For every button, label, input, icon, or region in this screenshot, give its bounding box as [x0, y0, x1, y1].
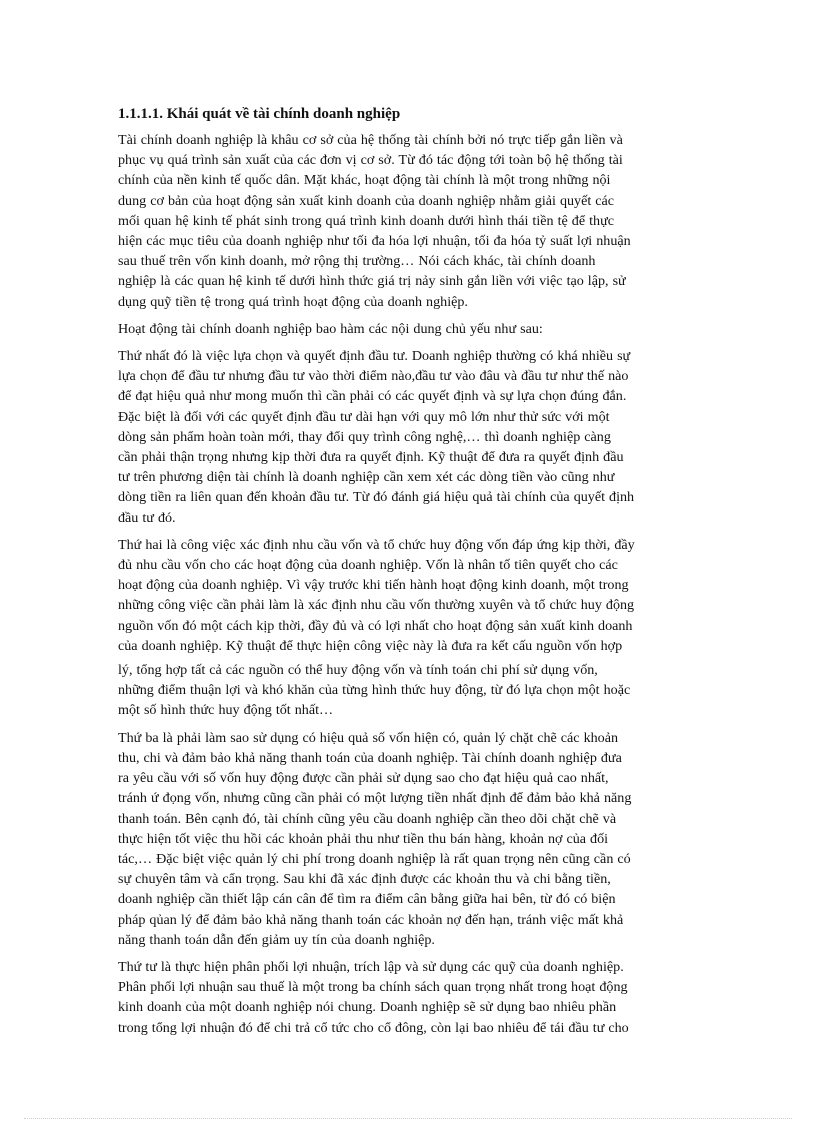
text-line: nghiệp là các quan hệ kinh tế dưới hình thức giá trị nảy sinh gắn liền với việc tạo lập, sử	[118, 273, 626, 290]
text-line: mối quan hệ kinh tế phát sinh trong quá trình kinh doanh dưới hình thái tiền tệ để thực	[118, 212, 614, 229]
text-line: trong tổng lợi nhuận đó để chi trả cổ tức cho cổ đông, còn lại bao nhiêu để tái đầu tư cho	[118, 1019, 629, 1036]
text-line: dung cơ bản của hoạt động sản xuất kinh doanh của doanh nghiệp nhằm giải quyết các	[118, 192, 615, 209]
text-line: nguồn vốn đó một cách kịp thời, đầy đủ và có lợi nhất cho hoạt động sản xuất kinh doanh	[118, 617, 633, 634]
text-line: sau thuế trên vốn kinh doanh, mở rộng thị trường… Nói cách khác, tài chính doanh	[118, 253, 596, 270]
text-line: ra yêu cầu với số vốn huy động được cần phải sử dụng sao cho đạt hiệu quả cao nhất,	[118, 770, 609, 787]
text-line: dòng tiền ra liên quan đến khoản đầu tư. Từ đó đánh giá hiệu quả tài chính của quyết định	[118, 489, 635, 506]
paragraph-overview	[118, 130, 696, 312]
paragraph-fourth-point	[118, 957, 696, 1038]
text-line: năng thanh toán dẫn đến giảm uy tín của doanh nghiệp.	[118, 931, 435, 948]
text-line: lý, tổng hợp tất cả các nguồn có thể huy động vốn và tính toán chi phí sử dụng vốn,	[118, 662, 598, 679]
text-line: để đạt hiệu quả như mong muốn thì cần phải có các quyết định và sự lựa chọn đúng đắn.	[118, 388, 627, 405]
page-bottom-divider	[24, 1118, 792, 1119]
text-line: chính của nền kinh tế quốc dân. Mặt khác, hoạt động tài chính là một trong những nội	[118, 172, 611, 189]
paragraph-third-point	[118, 728, 696, 950]
text-line: Tài chính doanh nghiệp là khâu cơ sở của hệ thống tài chính bởi nó trực tiếp gắn liền và	[118, 132, 623, 148]
text-line: Thứ ba là phải làm sao sử dụng có hiệu quả số vốn hiện có, quản lý chặt chẽ các khoản	[118, 729, 619, 746]
text-line: doanh nghiệp cần thiết lập cán cân để tìm ra điểm cân bằng giữa hai bên, từ đó có biện	[118, 891, 616, 908]
text-line: thanh toán. Bên cạnh đó, tài chính cũng yêu cầu doanh nghiệp cần theo dõi chặt chẽ và	[118, 810, 617, 827]
text-line: tác,… Đặc biệt việc quản lý chi phí trong doanh nghiệp là rất quan trọng nên cũng cần có	[118, 850, 631, 867]
text-line: Thứ tư là thực hiện phân phối lợi nhuận, trích lập và sử dụng các quỹ của doanh nghiệp.	[118, 958, 624, 975]
text-line: thu, chi và đảm bảo khả năng thanh toán của doanh nghiệp. Tài chính doanh nghiệp đưa	[118, 749, 622, 766]
text-line: Thứ nhất đó là việc lựa chọn và quyết định đầu tư. Doanh nghiệp thường có khá nhiều sự	[118, 348, 631, 365]
text-line: tránh ứ đọng vốn, nhưng cũng cần phải có một lượng tiền nhất định để đảm bảo khả năng	[118, 790, 632, 807]
text-line: dòng sản phẩm hoàn toàn mới, thay đổi quy trình công nghệ,… thì doanh nghiệp càng	[118, 428, 611, 445]
text-line: của doanh nghiệp. Kỹ thuật để thực hiện công việc này là đưa ra kết cấu nguồn vốn hợp	[118, 637, 623, 654]
text-line: kinh doanh của một doanh nghiệp nói chung. Doanh nghiệp sẽ sử dụng bao nhiêu phần	[118, 999, 617, 1016]
text-line: dụng quỹ tiền tệ trong quá trình hoạt động của doanh nghiệp.	[118, 293, 468, 310]
paragraph-second-point	[118, 535, 696, 721]
text-line: sự chuyên tâm và cẩn trọng. Sau khi đã xác định được các khoản thu và chi bằng tiền,	[118, 871, 611, 888]
text-line: một số hình thức huy động tốt nhất…	[118, 702, 334, 719]
paragraph-intro-list	[118, 319, 696, 339]
text-line: thực hiện tốt việc thu hồi các khoản phải thu như tiền thu bán hàng, khoản nợ của đối	[118, 830, 609, 847]
text-line: những công việc cần phải làm là xác định nhu cầu vốn thường xuyên và tổ chức huy động	[118, 597, 635, 614]
text-line: Phân phối lợi nhuận sau thuế là một trong ba chính sách quan trọng nhất trong hoạt động	[118, 979, 628, 996]
text-line: những điểm thuận lợi và khó khăn của từng hình thức huy động, từ đó lựa chọn một hoặc	[118, 682, 631, 699]
text-line: đầu tư đó.	[118, 509, 176, 526]
text-line: pháp qủan lý để đảm bảo khả năng thanh toán các khoản nợ đến hạn, tránh việc mất khả	[118, 911, 624, 928]
text-line: Thứ hai là công việc xác định nhu cầu vốn và tổ chức huy động vốn đáp ứng kịp thời, đầy	[118, 536, 635, 553]
text-line: Hoạt động tài chính doanh nghiệp bao hàm các nội dung chủ yếu như sau:	[118, 320, 543, 337]
text-line: hiện các mục tiêu của doanh nghiệp như tối đa hóa lợi nhuận, tối đa hóa tỷ suất lợi nhuận	[118, 233, 631, 250]
text-line: phục vụ quá trình sản xuất của các đơn vị cơ sở. Từ đó tác động tới toàn bộ hệ thống tài	[118, 152, 623, 169]
section-heading: 1.1.1.1. Khái quát về tài chính doanh nghiệp	[118, 106, 401, 122]
text-line: Đặc biệt là đối với các quyết định đầu tư dài hạn với quy mô lớn như thử sức với một	[118, 408, 610, 425]
paragraph-first-point	[118, 346, 696, 528]
text-line: hoạt động của doanh nghiệp. Vì vậy trước khi tiến hành hoạt động kinh doanh, một trong	[118, 577, 629, 594]
text-line: lựa chọn để đầu tư nhưng đầu tư vào thời điểm nào,đầu tư vào đâu và đầu tư như thế nào	[118, 368, 629, 385]
text-line: đủ nhu cầu vốn cho các hoạt động của doanh nghiệp. Vốn là nhân tố tiên quyết cho các	[118, 557, 618, 574]
text-line: tư trên phương diện tài chính là doanh nghiệp cần xem xét các dòng tiền vào cũng như	[118, 469, 615, 486]
text-line: cần phải thận trọng nhưng kịp thời đưa ra quyết định. Kỹ thuật để đưa ra quyết định đầu	[118, 449, 624, 466]
document-page	[118, 104, 696, 1045]
